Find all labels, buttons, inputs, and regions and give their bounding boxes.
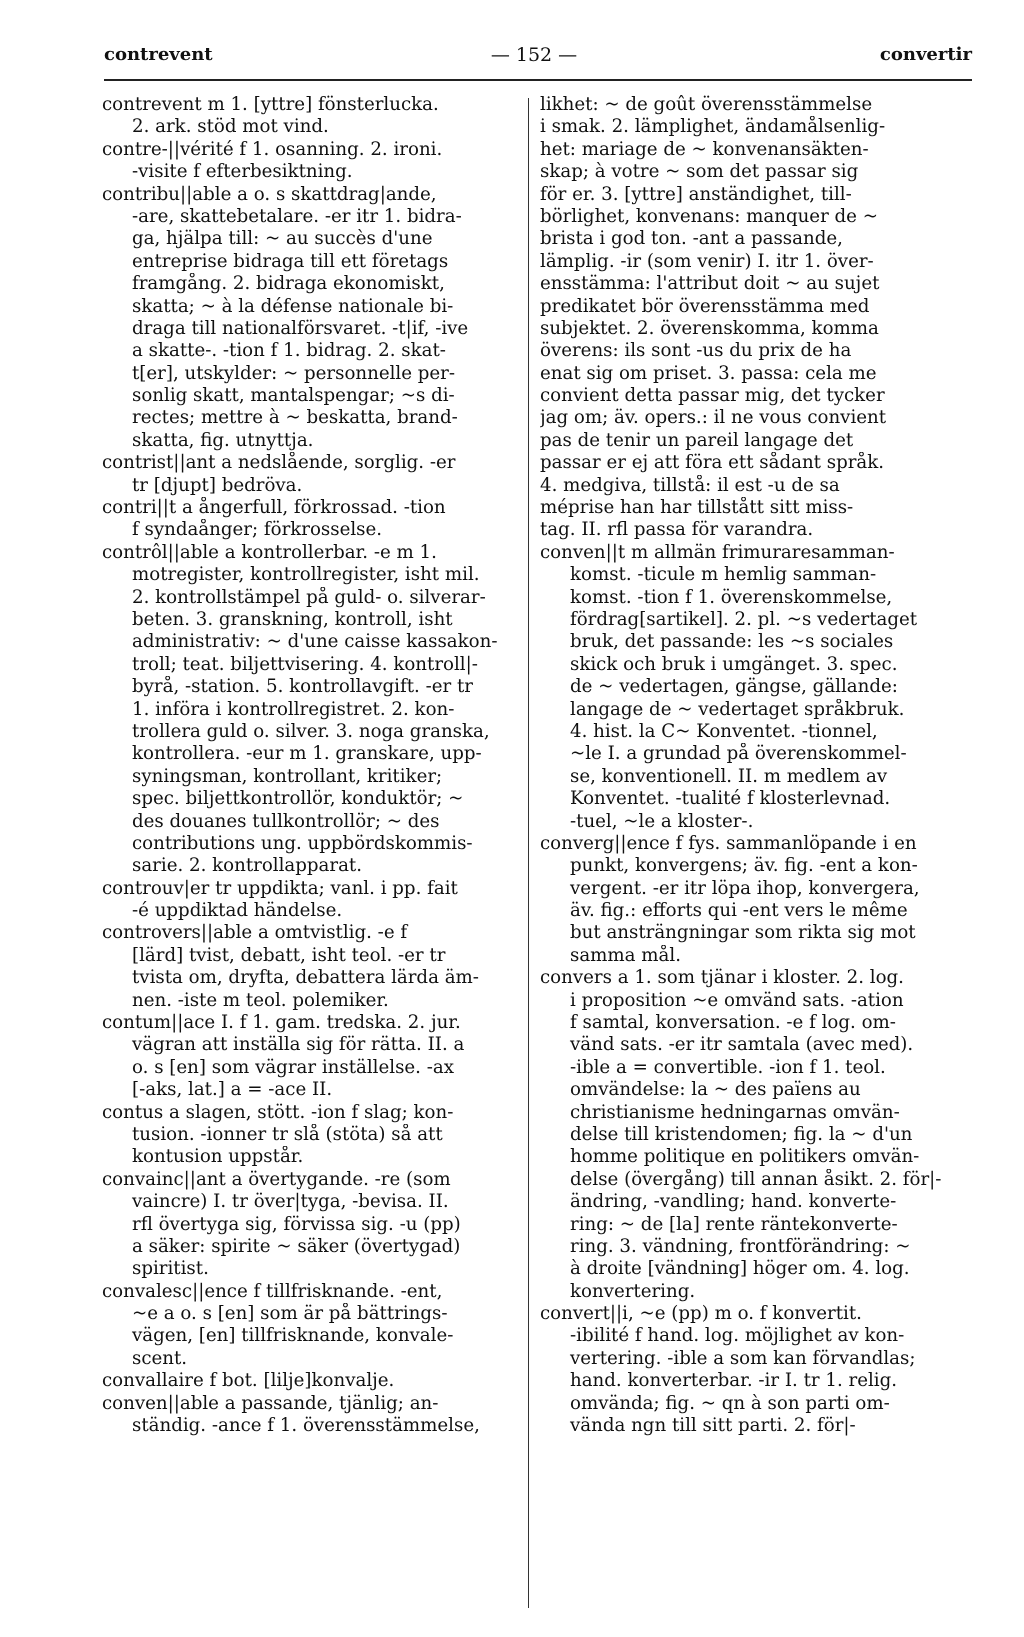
text-line: homme politique en politikers omvän- bbox=[570, 1146, 920, 1168]
text-line: ~le I. a grundad på överenskommel- bbox=[570, 743, 907, 765]
text-line: skick och bruk i umgänget. 3. spec. bbox=[570, 653, 898, 675]
text-line: a skatte-. -tion f 1. bidrag. 2. skat- bbox=[132, 340, 446, 362]
text-line: méprise han har tillstått sitt miss- bbox=[540, 497, 854, 519]
text-line: bruk, det passande: les ~s sociales bbox=[570, 631, 894, 653]
text-line: subjektet. 2. överenskomma, komma bbox=[540, 317, 879, 339]
text-line: troll; teat. biljettvisering. 4. kontroll|- bbox=[132, 653, 478, 675]
text-line: i smak. 2. lämplighet, ändamålsenlig- bbox=[540, 116, 886, 138]
header-left-guideword: contrevent bbox=[104, 44, 213, 65]
text-line: converg||ence f fys. sammanlöpande i en bbox=[540, 832, 917, 854]
text-line: samma mål. bbox=[570, 944, 681, 966]
text-line: rectes; mettre à ~ beskatta, brand- bbox=[132, 407, 458, 429]
text-line: -ibilité f hand. log. möjlighet av kon- bbox=[570, 1325, 905, 1347]
text-line: byrå, -station. 5. kontrollavgift. -er tr bbox=[132, 676, 473, 698]
text-line: het: mariage de ~ konvenansäkten- bbox=[540, 138, 869, 160]
text-line: ensstämma: l'attribut doit ~ au sujet bbox=[540, 273, 880, 295]
text-line: framgång. 2. bidraga ekonomiskt, bbox=[132, 273, 445, 295]
column-divider bbox=[528, 98, 529, 1608]
text-line: 4. hist. la C~ Konventet. -tionnel, bbox=[570, 720, 878, 742]
text-line: -ible a = convertible. -ion f 1. teol. bbox=[570, 1056, 886, 1078]
text-line: contribu||able a o. s skattdrag|ande, bbox=[102, 183, 437, 205]
text-line: konvertering. bbox=[570, 1280, 696, 1302]
text-line: äv. fig.: efforts qui -ent vers le même bbox=[570, 900, 908, 922]
text-line: vaincre) I. tr över|tyga, -bevisa. II. bbox=[132, 1191, 449, 1213]
text-line: i proposition ~e omvänd sats. -ation bbox=[570, 989, 904, 1011]
text-line: nen. -iste m teol. polemiker. bbox=[132, 989, 389, 1011]
text-line: o. s [en] som vägrar inställelse. -ax bbox=[132, 1056, 454, 1078]
text-line: contum||ace I. f 1. gam. tredska. 2. jur. bbox=[102, 1012, 461, 1034]
text-line: convalesc||ence f tillfrisknande. -ent, bbox=[102, 1280, 443, 1302]
text-line: passar er ej att föra ett sådant språk. bbox=[540, 452, 885, 474]
text-line: beten. 3. granskning, kontroll, isht bbox=[132, 608, 453, 630]
text-line: contre-||vérité f 1. osanning. 2. ironi. bbox=[102, 138, 443, 160]
text-line: rfl övertyga sig, förvissa sig. -u (pp) bbox=[132, 1213, 461, 1235]
text-line: à droite [vändning] höger om. 4. log. bbox=[570, 1258, 910, 1280]
text-line: vänd sats. -er itr samtala (avec med). bbox=[570, 1034, 914, 1056]
text-line: omvändelse: la ~ des païens au bbox=[570, 1079, 861, 1101]
text-line: 1. införa i kontrollregistret. 2. kon- bbox=[132, 698, 455, 720]
text-line: contributions ung. uppbördskommis- bbox=[132, 832, 473, 854]
left-column bbox=[102, 94, 520, 1437]
text-line: a säker: spirite ~ säker (övertygad) bbox=[132, 1235, 461, 1257]
text-line: tvista om, dryfta, debattera lärda äm- bbox=[132, 967, 479, 989]
text-line: skatta, fig. utnyttja. bbox=[132, 429, 314, 451]
text-line: des douanes tullkontrollör; ~ des bbox=[132, 810, 440, 832]
text-line: trollera guld o. silver. 3. noga granska, bbox=[132, 720, 490, 742]
text-line: fördrag[sartikel]. 2. pl. ~s vedertaget bbox=[570, 608, 918, 630]
text-line: contri||t a ångerfull, förkrossad. -tion bbox=[102, 497, 446, 519]
text-line: tag. II. rfl passa för varandra. bbox=[540, 519, 814, 541]
text-line: entreprise bidraga till ett företags bbox=[132, 250, 449, 272]
text-line: lämplig. -ir (som venir) I. itr 1. över- bbox=[540, 250, 874, 272]
text-line: 4. medgiva, tillstå: il est -u de sa bbox=[540, 474, 840, 496]
text-line: scent. bbox=[132, 1347, 188, 1369]
text-line: vända ngn till sitt parti. 2. för|- bbox=[570, 1415, 856, 1437]
text-line: jag om; äv. opers.: il ne vous convient bbox=[540, 407, 887, 429]
text-line: convallaire f bot. [lilje]konvalje. bbox=[102, 1370, 395, 1392]
text-line: vägran att inställa sig för rätta. II. a bbox=[132, 1034, 465, 1056]
text-line: för er. 3. [yttre] anständighet, till- bbox=[540, 183, 852, 205]
right-column bbox=[540, 94, 972, 1437]
text-line: but ansträngningar som rikta sig mot bbox=[570, 922, 916, 944]
text-line: -tuel, ~le a kloster-. bbox=[570, 810, 754, 832]
text-line: convers a 1. som tjänar i kloster. 2. log. bbox=[540, 967, 904, 989]
text-line: ring: ~ de [la] rente räntekonverte- bbox=[570, 1213, 898, 1235]
text-line: convert||i, ~e (pp) m o. f konvertit. bbox=[540, 1303, 862, 1325]
text-line: tusion. -ionner tr slå (stöta) så att bbox=[132, 1123, 443, 1145]
text-line: controuv|er tr uppdikta; vanl. i pp. fait bbox=[102, 877, 458, 899]
text-line: conven||t m allmän frimuraresamman- bbox=[540, 541, 895, 563]
header-right-guideword: convertir bbox=[879, 44, 972, 65]
text-line: kontusion uppstår. bbox=[132, 1146, 304, 1168]
text-line: administrativ: ~ d'une caisse kassakon- bbox=[132, 631, 498, 653]
text-line: vägen, [en] tillfrisknande, konvale- bbox=[132, 1325, 454, 1347]
text-line: tr [djupt] bedröva. bbox=[132, 474, 303, 496]
text-line: komst. -tion f 1. överenskommelse, bbox=[570, 586, 893, 608]
text-line: contrist||ant a nedslående, sorglig. -er bbox=[102, 452, 456, 474]
text-line: pas de tenir un pareil langage det bbox=[540, 429, 854, 451]
text-line: spiritist. bbox=[132, 1258, 209, 1280]
text-line: hand. konverterbar. -ir I. tr 1. relig. bbox=[570, 1370, 898, 1392]
text-line: punkt, konvergens; äv. fig. -ent a kon- bbox=[570, 855, 918, 877]
text-line: t[er], utskylder: ~ personnelle per- bbox=[132, 362, 456, 384]
text-line: [-aks, lat.] a = -ace II. bbox=[132, 1079, 333, 1101]
text-line: conven||able a passande, tjänlig; an- bbox=[102, 1392, 439, 1414]
text-line: de ~ vedertagen, gängse, gällande: bbox=[570, 676, 898, 698]
text-line: contrevent m 1. [yttre] fönsterlucka. bbox=[102, 94, 439, 115]
text-line: likhet: ~ de goût överensstämmelse bbox=[540, 94, 873, 115]
text-line: skatta; ~ à la défense nationale bi- bbox=[132, 295, 454, 317]
text-line: vergent. -er itr löpa ihop, konvergera, bbox=[570, 877, 920, 899]
text-line: ~e a o. s [en] som är på bättrings- bbox=[132, 1303, 448, 1325]
text-line: ständig. -ance f 1. överensstämmelse, bbox=[132, 1415, 480, 1437]
text-line: f samtal, konversation. -e f log. om- bbox=[570, 1012, 896, 1034]
text-line: ring. 3. vändning, frontförändring: ~ bbox=[570, 1235, 911, 1257]
text-line: Konventet. -tualité f klosterlevnad. bbox=[570, 788, 891, 810]
text-line: delse (övergång) till annan åsikt. 2. för|- bbox=[570, 1168, 942, 1190]
text-line: överens: ils sont -us du prix de ha bbox=[540, 340, 852, 362]
text-line: 2. kontrollstämpel på guld- o. silverar- bbox=[132, 586, 486, 608]
text-line: 2. ark. stöd mot vind. bbox=[132, 116, 329, 138]
text-line: f syndaånger; förkrosselse. bbox=[132, 519, 383, 541]
text-line: se, konventionell. II. m medlem av bbox=[570, 765, 888, 787]
text-line: convient detta passar mig, det tycker bbox=[540, 385, 885, 407]
text-line: christianisme hedningarnas omvän- bbox=[570, 1101, 900, 1123]
text-line: brista i god ton. -ant a passande, bbox=[540, 228, 843, 250]
text-line: syningsman, kontrollant, kritiker; bbox=[132, 765, 443, 787]
text-line: delse till kristendomen; fig. la ~ d'un bbox=[570, 1123, 913, 1145]
text-line: kontrollera. -eur m 1. granskare, upp- bbox=[132, 743, 482, 765]
text-line: motregister, kontrollregister, isht mil. bbox=[132, 564, 480, 586]
text-line: langage de ~ vedertaget språkbruk. bbox=[570, 698, 905, 720]
text-line: controvers||able a omtvistlig. -e f bbox=[102, 922, 408, 944]
text-line: börlighet, konvenans: manquer de ~ bbox=[540, 205, 878, 227]
text-line: -é uppdiktad händelse. bbox=[132, 900, 343, 922]
text-line: draga till nationalförsvaret. -t|if, -ive bbox=[132, 317, 469, 339]
text-line: sarie. 2. kontrollapparat. bbox=[132, 855, 363, 877]
text-line: omvända; fig. ~ qn à son parti om- bbox=[570, 1392, 890, 1414]
text-line: vertering. -ible a som kan förvandlas; bbox=[570, 1347, 916, 1369]
header-rule bbox=[104, 79, 972, 81]
page-number: — 152 — bbox=[490, 44, 578, 66]
text-line: contrôl||able a kontrollerbar. -e m 1. bbox=[102, 541, 437, 563]
text-line: contus a slagen, stött. -ion f slag; kon- bbox=[102, 1101, 454, 1123]
text-line: -are, skattebetalare. -er itr 1. bidra- bbox=[132, 205, 462, 227]
text-line: komst. -ticule m hemlig samman- bbox=[570, 564, 877, 586]
text-line: -visite f efterbesiktning. bbox=[132, 161, 353, 183]
text-line: ga, hjälpa till: ~ au succès d'une bbox=[132, 228, 433, 250]
text-line: convainc||ant a övertygande. -re (som bbox=[102, 1168, 451, 1190]
text-line: spec. biljettkontrollör, konduktör; ~ bbox=[132, 788, 464, 810]
text-line: enat sig om priset. 3. passa: cela me bbox=[540, 362, 877, 384]
text-line: predikatet bör överensstämma med bbox=[540, 295, 870, 317]
page-header bbox=[96, 40, 972, 76]
text-line: skap; à votre ~ som det passar sig bbox=[540, 161, 859, 183]
text-line: sonlig skatt, mantalspengar; ~s di- bbox=[132, 385, 455, 407]
text-line: [lärd] tvist, debatt, isht teol. -er tr bbox=[132, 944, 446, 966]
text-line: ändring, -vandling; hand. konverte- bbox=[570, 1191, 897, 1213]
